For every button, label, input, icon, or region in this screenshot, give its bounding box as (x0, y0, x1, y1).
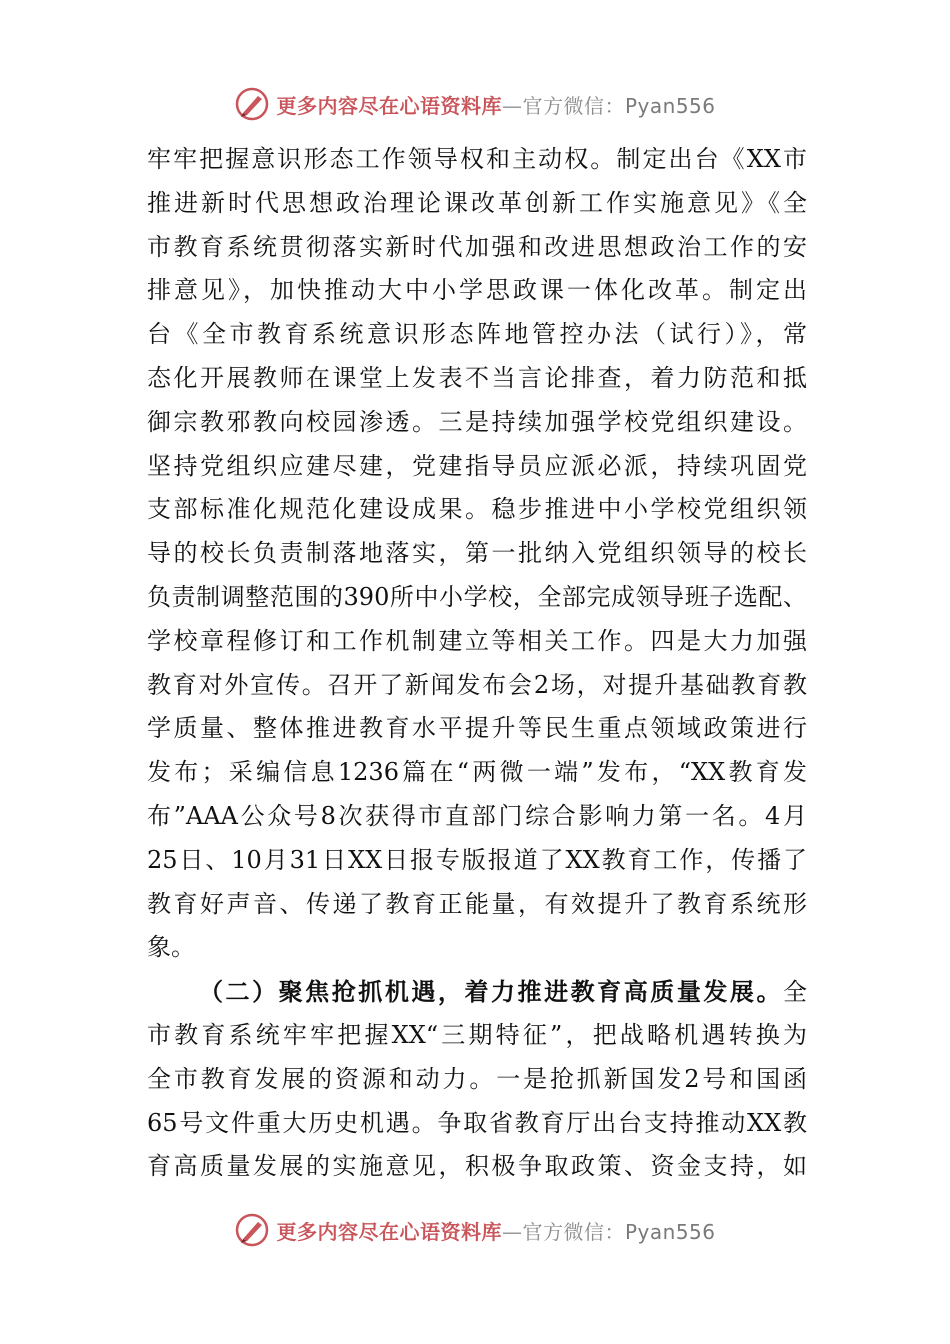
header-watermark-banner (0, 84, 950, 124)
document-body (147, 138, 807, 1189)
banner-wechat-id: Pyan556 (624, 1219, 716, 1244)
text-line: 市教育系统贯彻落实新时代加强和改进思想政治工作的安 (147, 232, 807, 261)
banner-wechat-id: Pyan556 (624, 93, 716, 118)
text-line: 导的校长负责制落地落实，第一批纳入党组织领导的校长 (147, 539, 807, 568)
section-heading: （二）聚焦抢抓机遇，着力推进教育高质量发展。 (199, 977, 783, 1007)
text-line: 教育对外宣传。召开了新闻发布会2场，对提升基础教育教 (147, 670, 807, 699)
paragraph-2 (147, 970, 807, 1189)
text-line: 负责制调整范围的390所中小学校，全部完成领导班子选配、 (147, 582, 807, 611)
pen-logo-icon (234, 86, 270, 122)
text-line: 65号文件重大历史机遇。争取省教育厅出台支持推动XX教 (147, 1108, 807, 1137)
text-line: 御宗教邪教向校园渗透。三是持续加强学校党组织建设。 (147, 407, 807, 436)
text-line: 市教育系统牢牢把握XX“三期特征”，把战略机遇转换为 (147, 1020, 807, 1049)
text-line: 牢牢把握意识形态工作领导权和主动权。制定出台《XX市 (147, 145, 807, 173)
paragraph-1 (147, 138, 807, 970)
text-line: 教育好声音、传递了教育正能量，有效提升了教育系统形 (147, 889, 807, 918)
pen-logo-icon (234, 1212, 270, 1248)
text-line: 态化开展教师在课堂上发表不当言论排查，着力防范和抵 (147, 363, 807, 392)
section-heading-line (147, 970, 807, 1014)
text-line: 育高质量发展的实施意见，积极争取政策、资金支持，如 (147, 1152, 807, 1181)
banner-dash: — (501, 93, 523, 118)
banner-title: 更多内容尽在心语资料库 (276, 1219, 502, 1244)
text-line: 象。 (147, 933, 195, 962)
banner-title: 更多内容尽在心语资料库 (276, 93, 502, 118)
text-line: 坚持党组织应建尽建，党建指导员应派必派，持续巩固党 (147, 451, 807, 480)
footer-watermark-banner (0, 1210, 950, 1250)
text-line: 发布；采编信息1236篇在“两微一端”发布，“XX教育发 (147, 758, 807, 787)
text-line: 台《全市教育系统意识形态阵地管控办法（试行）》，常 (147, 320, 807, 349)
text-line: 布”AAA公众号8次获得市直部门综合影响力第一名。4月 (147, 801, 807, 830)
text-line: 推进新时代思想政治理论课改革创新工作实施意见》《全 (147, 188, 807, 217)
banner-wechat-label: 官方微信： (522, 1219, 625, 1244)
text-line: 排意见》，加快推动大中小学思政课一体化改革。制定出 (147, 276, 807, 305)
banner-dash: — (501, 1219, 523, 1244)
text-line: 学质量、整体推进教育水平提升等民生重点领域政策进行 (147, 714, 807, 743)
heading-tail-text: 全 (783, 978, 807, 1007)
banner-wechat-label: 官方微信： (522, 93, 625, 118)
text-line: 25日、10月31日XX日报专版报道了XX教育工作，传播了 (147, 845, 807, 874)
text-line: 学校章程修订和工作机制建立等相关工作。四是大力加强 (147, 626, 807, 655)
text-line: 全市教育发展的资源和动力。一是抢抓新国发2号和国函 (147, 1064, 807, 1093)
text-line: 支部标准化规范化建设成果。稳步推进中小学校党组织领 (147, 495, 807, 524)
